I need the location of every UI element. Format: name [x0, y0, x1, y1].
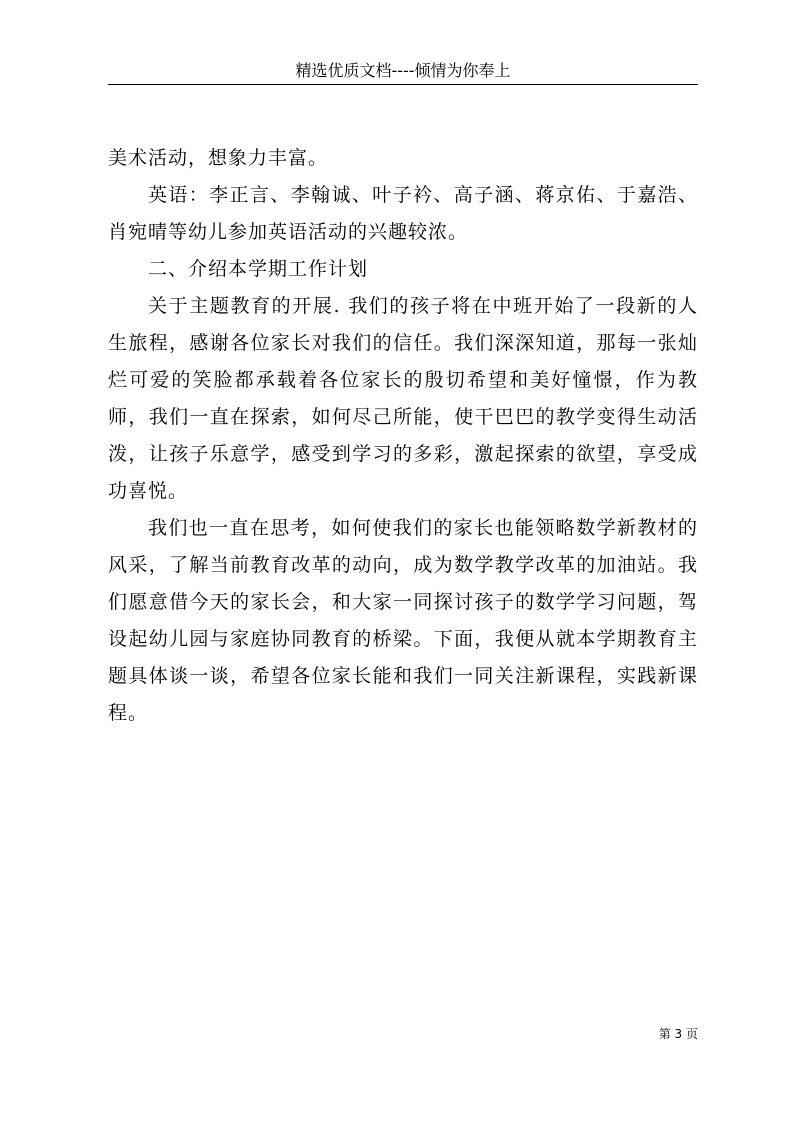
- paragraph-theme-education: 关于主题教育的开展. 我们的孩子将在中班开始了一段新的人生旅程，感谢各位家长对我们的信任。我们深深知道，那每一张灿烂可爱的笑脸都承载着各位家长的殷切希望和美好憧憬，作为教师，我们一直在探索，如何尽己所能，使干巴巴的教学变得生动活泼，让孩子乐意学，感受到学习的多彩，激起探索的欲望，享受成功喜悦。: [108, 295, 698, 502]
- page-header: 精选优质文档----倾情为你奉上: [295, 61, 511, 80]
- header-divider: [108, 84, 698, 85]
- document-body: [108, 140, 698, 732]
- paragraph-parent-meeting: 我们也一直在思考，如何使我们的家长也能领略数学新教材的风采，了解当前教育改革的动向，成为数学教学改革的加油站。我们愿意借今天的家长会，和大家一同探讨孩子的数学学习问题，驾设起幼儿园与家庭协同教育的桥梁。下面，我便从就本学期教育主题具体谈一谈，希望各位家长能和我们一同关注新课程，实践新课程。: [108, 517, 698, 724]
- section-heading-work-plan: 二、介绍本学期工作计划: [148, 258, 369, 280]
- page-number: 第 3 页: [658, 1027, 698, 1041]
- paragraph-art-activity: 美术活动，想象力丰富。: [108, 147, 329, 169]
- paragraph-english: 英语：李正言、李翰诚、叶子衿、高子涵、蒋京佑、于嘉浩、肖宛晴等幼儿参加英语活动的兴趣较浓。: [108, 184, 698, 243]
